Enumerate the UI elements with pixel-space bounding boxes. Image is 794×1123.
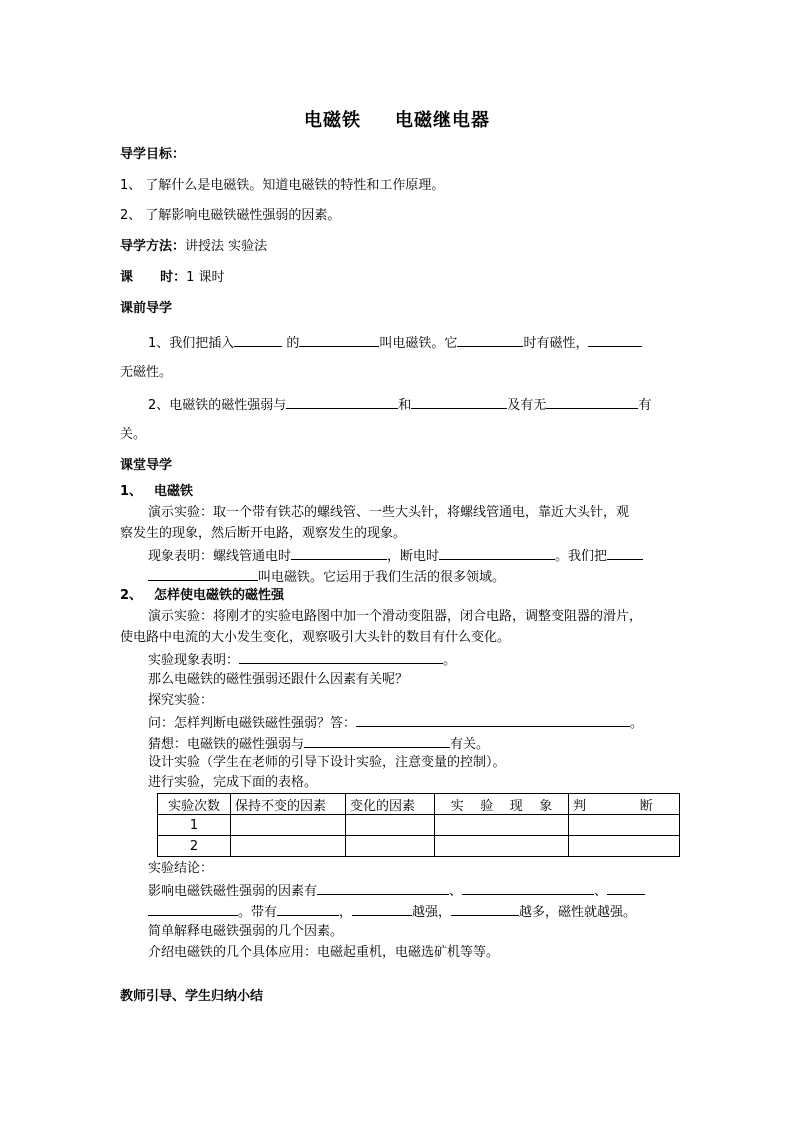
table-cell xyxy=(231,815,346,836)
s1-blank-2 xyxy=(439,546,555,560)
q1-text-b: 的 xyxy=(282,336,300,351)
s2-blank-result xyxy=(239,650,443,664)
pre-question-1 xyxy=(148,333,642,353)
table-header: 变化的因素 xyxy=(346,794,435,815)
s2-blank-with-3 xyxy=(451,902,519,916)
table-header: 保持不变的因素 xyxy=(231,794,346,815)
goals-heading: 导学目标： xyxy=(120,147,186,162)
s2-guess-b: 有关。 xyxy=(450,737,490,752)
goal-item-1: 1、 了解什么是电磁铁。知道电磁铁的特性和工作原理。 xyxy=(120,178,445,193)
table-header-row xyxy=(158,794,680,815)
section-2-title: 怎样使电磁铁的磁性强 xyxy=(154,588,285,603)
s2-explain: 简单解释电磁铁强弱的几个因素。 xyxy=(148,924,344,939)
summary-heading: 教师引导、学生归纳小结 xyxy=(120,989,264,1004)
q2-text-b: 和 xyxy=(398,398,412,413)
section-1-heading xyxy=(120,483,193,501)
table-header: 实 验 现 象 xyxy=(435,794,569,815)
s2-guess-a: 猜想：电磁铁的磁性强弱与 xyxy=(148,737,305,752)
s2-blank-factor-1 xyxy=(317,881,449,895)
s2-design: 设计实验（学生在老师的引导下设计实验，注意变量的控制）。 xyxy=(148,755,506,770)
method-label: 导学方法： xyxy=(120,239,186,254)
title-part-2: 电磁继电器 xyxy=(395,110,490,131)
table-row xyxy=(158,836,680,857)
table-header: 实验次数 xyxy=(158,794,231,815)
goal-item-2: 2、 了解影响电磁铁磁性强弱的因素。 xyxy=(120,208,341,223)
s1-blank-4 xyxy=(148,567,258,581)
s2-factors-a: 影响电磁铁磁性强弱的因素有 xyxy=(148,884,318,899)
q1-blank-2 xyxy=(299,333,379,347)
experiment-table xyxy=(157,793,680,857)
s2-with-b: ， xyxy=(339,905,353,920)
s2-with xyxy=(148,902,636,922)
s2-demo-line-1: 演示实验：将刚才的实验电路图中加一个滑动变阻器，闭合电路，调整变阻器的滑片， xyxy=(148,609,643,624)
s1-phen-a: 现象表明：螺线管通电时 xyxy=(148,549,292,564)
s1-phen-d: 叫电磁铁。它运用于我们生活的很多领域。 xyxy=(258,570,506,585)
q2-text-a: 2、电磁铁的磁性强弱与 xyxy=(148,398,287,413)
pre-heading: 课前导学 xyxy=(120,301,173,316)
q1-text-c: 叫电磁铁。它 xyxy=(379,336,458,351)
title-part-1: 电磁铁 xyxy=(304,110,361,131)
s2-factors-b: 、 xyxy=(449,884,463,899)
s1-phenomenon xyxy=(148,546,643,566)
s2-blank-factor-3 xyxy=(607,881,645,895)
table-header: 判 断 xyxy=(569,794,680,815)
q2-text-c: 及有无 xyxy=(507,398,547,413)
s1-phen-c: 。我们把 xyxy=(555,549,608,564)
pre-question-1-cont: 无磁性。 xyxy=(120,365,173,380)
s1-blank-3 xyxy=(607,546,643,560)
q1-blank-3 xyxy=(457,333,523,347)
page-title xyxy=(0,106,794,132)
q2-text-d: 有 xyxy=(638,398,652,413)
s2-ask-a: 问：怎样判断电磁铁磁性强弱？答： xyxy=(148,716,357,731)
section-1-title: 电磁铁 xyxy=(154,484,194,499)
class-heading: 课堂导学 xyxy=(120,458,173,473)
pre-question-2 xyxy=(148,395,651,415)
s2-blank-factor-3-cont xyxy=(148,902,238,916)
s2-blank-with-2 xyxy=(352,902,412,916)
q1-blank-4 xyxy=(588,333,642,347)
section-1-number: 1、 xyxy=(120,484,143,499)
s2-factors xyxy=(148,881,645,901)
table-cell xyxy=(435,836,569,857)
table-row xyxy=(158,815,680,836)
period-line xyxy=(120,269,225,287)
s2-conclusion-label: 实验结论： xyxy=(148,861,214,876)
s2-demo-line-2: 使电路中电流的大小发生变化，观察吸引大头针的数目有什么变化。 xyxy=(120,630,511,645)
s1-phen-b: ，断电时 xyxy=(387,549,440,564)
table-cell xyxy=(435,815,569,836)
s2-with-c: 越强， xyxy=(412,905,452,920)
table-cell: 1 xyxy=(158,815,231,836)
table-cell: 2 xyxy=(158,836,231,857)
section-2-heading xyxy=(120,587,284,605)
q2-blank-3 xyxy=(546,395,638,409)
table-cell xyxy=(569,836,680,857)
q1-blank-1 xyxy=(234,333,282,347)
s2-result xyxy=(148,650,456,670)
s2-question: 那么电磁铁的磁性强弱还跟什么因素有关呢？ xyxy=(148,672,409,687)
s2-guess xyxy=(148,734,489,754)
s1-demo-line-1: 演示实验：取一个带有铁芯的螺线管、一些大头针，将螺线管通电，靠近大头针，观 xyxy=(148,505,630,520)
s2-blank-factor-2 xyxy=(462,881,594,895)
table-cell xyxy=(231,836,346,857)
s2-blank-guess xyxy=(304,734,450,748)
s2-factors-c: 、 xyxy=(594,884,608,899)
s2-with-a: 。带有 xyxy=(238,905,278,920)
s2-result-b: 。 xyxy=(443,653,457,668)
s2-ask-b: 。 xyxy=(630,716,644,731)
table-cell xyxy=(569,815,680,836)
q2-blank-2 xyxy=(411,395,507,409)
s1-blank-1 xyxy=(291,546,387,560)
s2-intro: 介绍电磁铁的几个具体应用：电磁起重机，电磁选矿机等等。 xyxy=(148,945,500,960)
period-label: 课 时： xyxy=(120,270,187,285)
q1-text-a: 1、我们把插入 xyxy=(148,336,235,351)
period-value: 1 课时 xyxy=(186,270,225,285)
q2-blank-1 xyxy=(286,395,398,409)
method-value: 讲授法 实验法 xyxy=(185,239,268,254)
pre-question-2-cont: 关。 xyxy=(120,427,147,442)
table-cell xyxy=(346,815,435,836)
s2-ask xyxy=(148,713,643,733)
s2-explore: 探究实验： xyxy=(148,693,214,708)
s2-result-a: 实验现象表明： xyxy=(148,653,240,668)
table-cell xyxy=(346,836,435,857)
s2-blank-answer xyxy=(356,713,630,727)
s1-phenomenon-cont xyxy=(148,567,505,587)
section-2-number: 2、 xyxy=(120,588,143,603)
s2-blank-with-1 xyxy=(277,902,339,916)
s1-demo-line-2: 察发生的现象，然后断开电路，观察发生的现象。 xyxy=(120,526,407,541)
s2-proceed: 进行实验，完成下面的表格。 xyxy=(148,775,318,790)
method-line xyxy=(120,238,267,256)
q1-text-d: 时有磁性， xyxy=(523,336,589,351)
s2-with-d: 越多，磁性就越强。 xyxy=(519,905,637,920)
